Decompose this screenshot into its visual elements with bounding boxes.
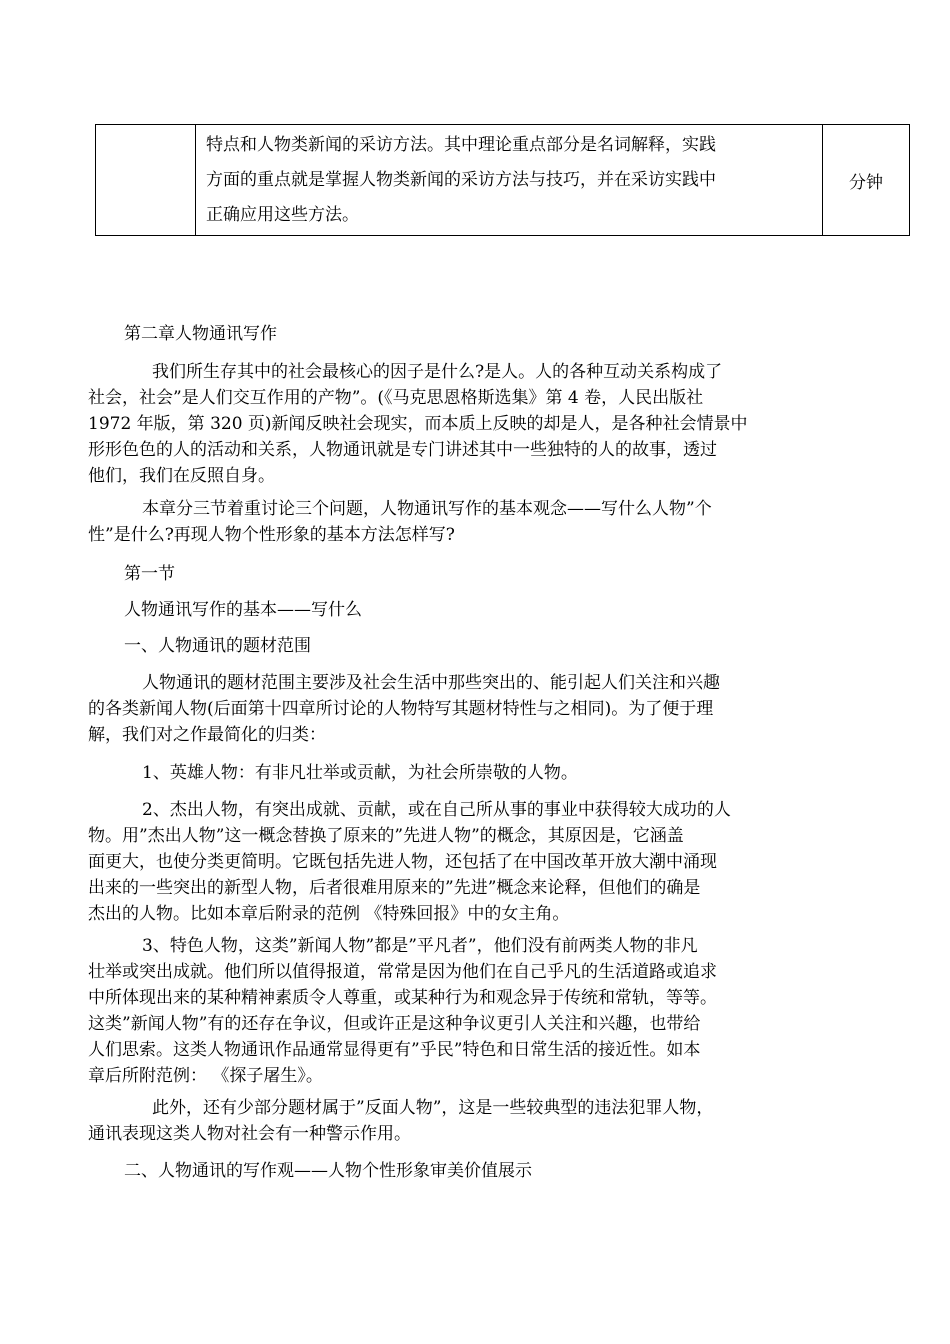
chapter-title: 第二章人物通讯写作 bbox=[124, 324, 277, 344]
text-line: 他们，我们在反照自身。 bbox=[88, 466, 275, 486]
table-text-line: 方面的重点就是掌握人物类新闻的采访方法与技巧，并在采访实践中 bbox=[206, 169, 716, 190]
text-line: 解，我们对之作最简化的归类： bbox=[88, 725, 326, 745]
text-line: 本章分三节着重讨论三个问题，人物通讯写作的基本观念——写什么人物”个 bbox=[142, 499, 712, 519]
section-title: 人物通讯写作的基本——写什么 bbox=[124, 600, 362, 620]
table-cell-content bbox=[196, 125, 823, 236]
text-line: 性”是什么?再现人物个性形象的基本方法怎样写? bbox=[88, 525, 455, 545]
text-line: 这类”新闻人物”有的还存在争议，但或许正是这种争议更引人关注和兴趣，也带给 bbox=[88, 1014, 701, 1034]
text-line: 出来的一些突出的新型人物，后者很难用原来的”先进”概念来论释，但他们的确是 bbox=[88, 878, 701, 898]
text-line: 人们思索。这类人物通讯作品通常显得更有”乎民”特色和日常生活的接近性。如本 bbox=[88, 1040, 701, 1060]
text-line: 通讯表现这类人物对社会有一种警示作用。 bbox=[88, 1124, 411, 1144]
table-cell-duration: 分钟 bbox=[823, 125, 910, 236]
table-text-line: 正确应用这些方法。 bbox=[206, 204, 359, 225]
text-line: 物。用”杰出人物”这一概念替换了原来的”先进人物”的概念，其原因是，它涵盖 bbox=[88, 826, 684, 846]
section-label: 第一节 bbox=[124, 564, 175, 584]
text-line: 此外，还有少部分题材属于”反面人物”，这是一些较典型的违法犯罪人物， bbox=[152, 1098, 714, 1118]
text-line: 社会，社会”是人们交互作用的产物”。(《马克思恩格斯选集》第 4 卷，人民出版社 bbox=[88, 388, 704, 408]
heading-writing-view: 二、人物通讯的写作观——人物个性形象审美价值展示 bbox=[124, 1161, 532, 1181]
paragraph-intro bbox=[88, 359, 808, 489]
text-line: 中所体现出来的某种精神素质令人尊重，或某种行为和观念异于传统和常轨，等等。 bbox=[88, 988, 717, 1008]
paragraph-scope bbox=[88, 670, 808, 748]
text-line: 1972 年版，第 320 页)新闻反映社会现实，而本质上反映的却是人，是各种社会情景中 bbox=[88, 414, 748, 434]
text-line: 我们所生存其中的社会最核心的因子是什么?是人。人的各种互动关系构成了 bbox=[152, 362, 723, 382]
text-line: 人物通讯的题材范围主要涉及社会生活中那些突出的、能引起人们关注和兴趣 bbox=[142, 673, 720, 693]
text-line: 面更大，也使分类更简明。它既包括先进人物，还包括了在中国改革开放大潮中涌现 bbox=[88, 852, 717, 872]
list-item: 1、英雄人物：有非凡壮举或贡献，为社会所崇敬的人物。 bbox=[142, 763, 578, 783]
text-line: 3、特色人物，这类”新闻人物”都是”平凡者”，他们没有前两类人物的非凡 bbox=[142, 936, 698, 956]
table-text-line: 特点和人物类新闻的采访方法。其中理论重点部分是名词解释，实践 bbox=[206, 134, 716, 155]
heading-subject-scope: 一、人物通讯的题材范围 bbox=[124, 636, 311, 656]
list-item bbox=[88, 797, 808, 927]
text-line: 2、杰出人物，有突出成就、贡献，或在自己所从事的事业中获得较大成功的人 bbox=[142, 800, 731, 820]
paragraph-negative-figures bbox=[88, 1095, 808, 1147]
syllabus-table bbox=[95, 124, 910, 236]
text-line: 形形色色的人的活动和关系，人物通讯就是专门讲述其中一些独特的人的故事，透过 bbox=[88, 440, 717, 460]
table-cell-empty bbox=[96, 125, 196, 236]
text-line: 杰出的人物。比如本章后附录的范例 《特殊回报》中的女主角。 bbox=[88, 904, 570, 924]
table-row bbox=[96, 125, 910, 236]
list-item bbox=[88, 933, 808, 1089]
text-line: 壮举或突出成就。他们所以值得报道，常常是因为他们在自己乎凡的生活道路或追求 bbox=[88, 962, 717, 982]
text-line: 的各类新闻人物(后面第十四章所讨论的人物特写其题材特性与之相同)。为了便于理 bbox=[88, 699, 714, 719]
text-line: 章后所附范例： 《探子屠生》。 bbox=[88, 1066, 323, 1086]
paragraph-overview bbox=[88, 496, 808, 548]
